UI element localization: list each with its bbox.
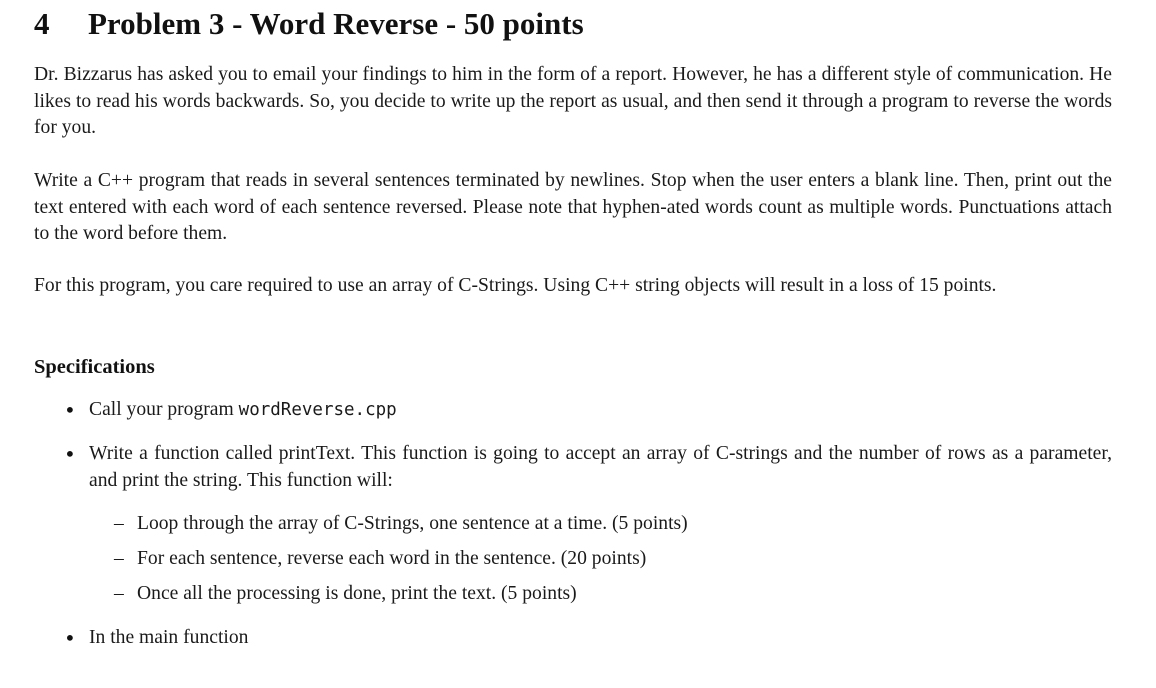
dash-icon: – — [114, 513, 124, 534]
specifications-heading: Specifications — [34, 356, 155, 378]
dash-icon: – — [114, 583, 124, 604]
spec-item-text: Call your program — [89, 399, 239, 420]
section-heading — [34, 6, 584, 42]
spec-item-main: In the main function — [89, 627, 249, 648]
spec-subitem: Once all the processing is done, print the text. (5 points) — [137, 583, 577, 604]
spec-subitem: Loop through the array of C-Strings, one sentence at a time. (5 points) — [137, 513, 688, 534]
spec-item-filename — [89, 397, 1112, 424]
bullet-icon: • — [64, 398, 76, 422]
spec-subitem: For each sentence, reverse each word in the sentence. (20 points) — [137, 548, 647, 569]
section-number: 4 — [34, 6, 50, 41]
bullet-icon: • — [64, 626, 76, 650]
section-title: Problem 3 - Word Reverse - 50 points — [88, 6, 584, 41]
filename-code: wordReverse.cpp — [238, 400, 397, 420]
intro-paragraph: Dr. Bizzarus has asked you to email your findings to him in the form of a report. However, he has a different style of communication. He likes to read his words backwards. So, you decide to write up the report as usual, and then send it through a program to reverse the words for you. — [34, 64, 1112, 138]
bullet-icon: • — [64, 442, 76, 466]
task-paragraph: Write a C++ program that reads in several sentences terminated by newlines. Stop when the user enters a blank line. Then, print out the text entered with each word of each sentence reversed. Please note that hyphen-ated words count as multiple words. Punctuations attach to the word before them. — [34, 170, 1112, 244]
spec-item-printtext: Write a function called printText. This function is going to accept an array of C-strings and the number of rows as a parameter, and print the string. This function will: — [89, 443, 1112, 491]
requirement-paragraph: For this program, you care required to use an array of C-Strings. Using C++ string objects will result in a loss of 15 points. — [34, 275, 997, 296]
dash-icon: – — [114, 548, 124, 569]
